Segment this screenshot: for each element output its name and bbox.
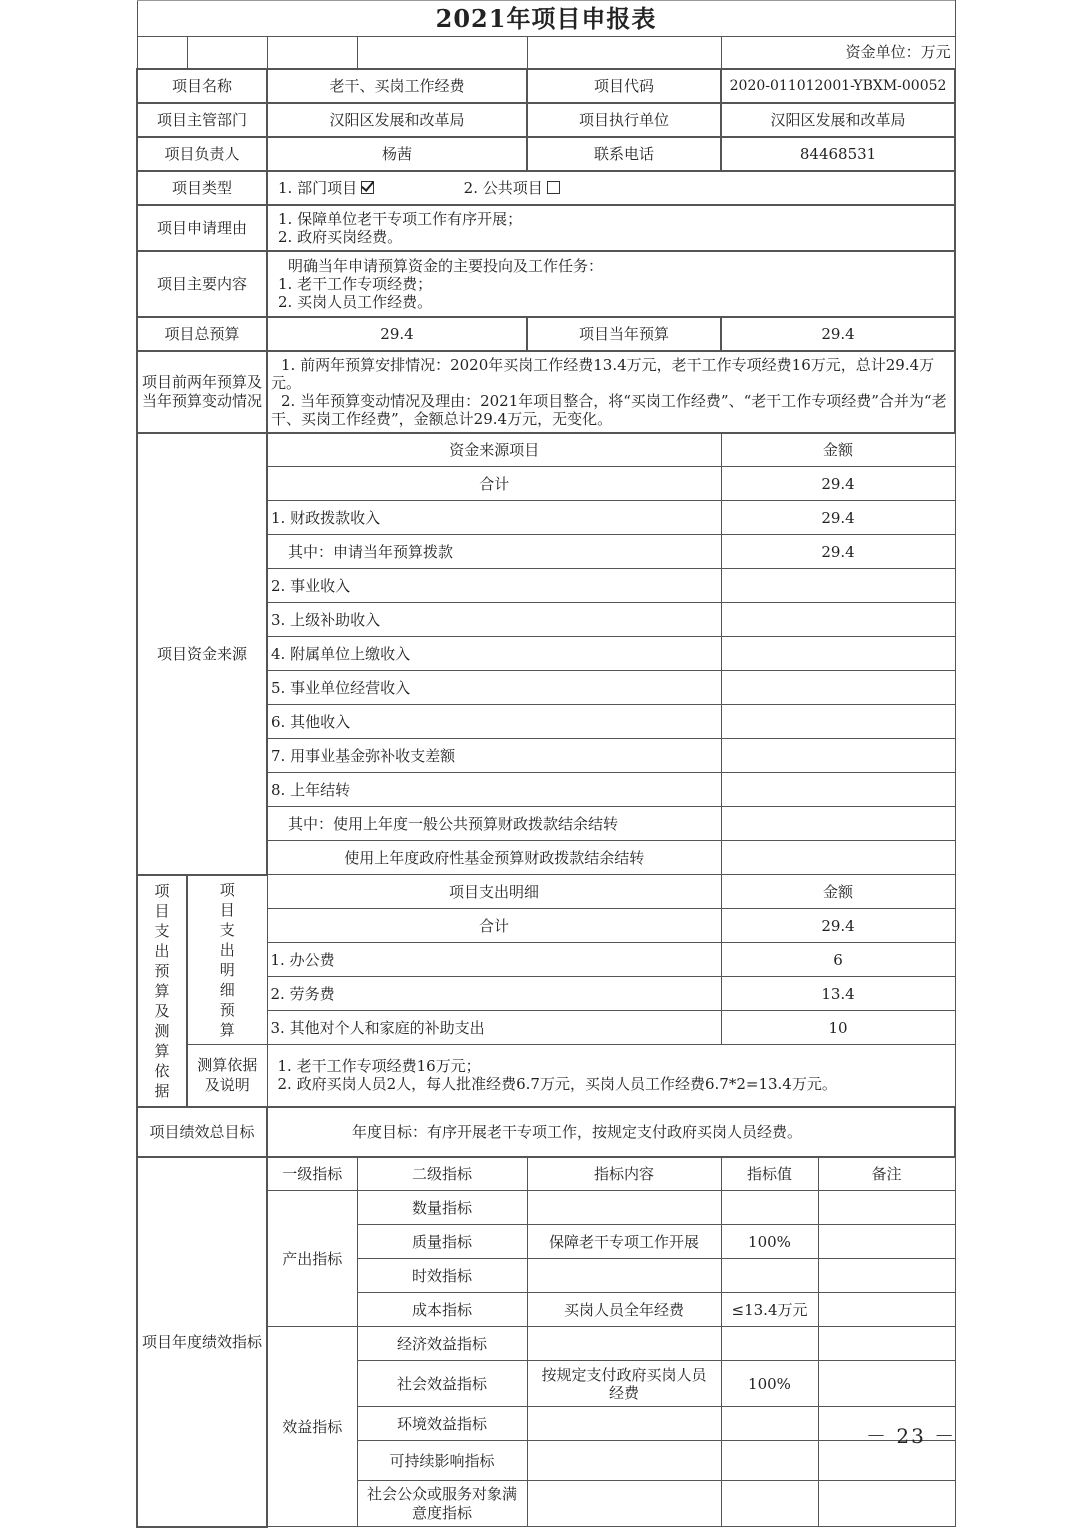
indicator-content — [527, 1191, 721, 1225]
basis-label: 测算依据及说明 — [187, 1045, 267, 1107]
dept-value: 汉阳区发展和改革局 — [267, 103, 527, 137]
benefit-indicator-label: 效益指标 — [267, 1327, 357, 1527]
total-budget-label: 项目总预算 — [137, 317, 267, 351]
indicator-name: 社会公众或服务对象满意度指标 — [357, 1481, 527, 1527]
expense-item-value: 10 — [721, 1011, 955, 1045]
indicator-value — [721, 1407, 818, 1441]
currency-unit: 资金单位：万元 — [721, 37, 955, 69]
funding-item-value — [721, 739, 955, 773]
unchecked-box-icon — [547, 181, 560, 194]
project-application-form — [136, 0, 957, 1522]
funding-item-label: 2. 事业收入 — [267, 569, 721, 603]
reason-label: 项目申请理由 — [137, 205, 267, 251]
perf-header: 指标值 — [721, 1157, 818, 1191]
indicator-content — [527, 1259, 721, 1293]
indicator-value: ≤13.4万元 — [721, 1293, 818, 1327]
funding-item-value — [721, 569, 955, 603]
funding-item-value: 29.4 — [721, 501, 955, 535]
funding-item-label: 3. 上级补助收入 — [267, 603, 721, 637]
indicator-note — [818, 1361, 955, 1407]
expense-item-label: 1. 办公费 — [267, 943, 721, 977]
indicator-name: 数量指标 — [357, 1191, 527, 1225]
indicator-content — [527, 1407, 721, 1441]
indicator-name: 质量指标 — [357, 1225, 527, 1259]
checked-box-icon — [361, 181, 374, 194]
expense-total-label: 合计 — [267, 909, 721, 943]
expense-inner-label — [187, 875, 267, 1045]
funding-item-value — [721, 841, 955, 875]
prev-budget-label: 项目前两年预算及当年预算变动情况 — [137, 351, 267, 433]
content-line: 1. 老干工作专项经费； — [278, 274, 433, 293]
indicator-content: 买岗人员全年经费 — [527, 1293, 721, 1327]
prev-budget-line: 1. 前两年预算安排情况：2020年买岗工作经费13.4万元，老干工作专项经费16万元，总计29.4万元。 — [271, 355, 935, 392]
project-name-value: 老干、买岗工作经费 — [267, 69, 527, 103]
output-indicator-label: 产出指标 — [267, 1191, 357, 1327]
type-label: 项目类型 — [137, 171, 267, 205]
funding-item-label: 5. 事业单位经营收入 — [267, 671, 721, 705]
basis-line: 2. 政府买岗人员2人，每人批准经费6.7万元，买岗人员工作经费6.7*2=13.4万元。 — [277, 1075, 837, 1094]
expense-outer-label — [137, 875, 187, 1107]
indicator-note — [818, 1191, 955, 1225]
perf-indicator-label: 项目年度绩效指标 — [137, 1157, 267, 1527]
type-option-public: 2. 公共项目 — [463, 178, 543, 197]
funding-item-label: 1. 财政拨款收入 — [267, 501, 721, 535]
funding-item-value — [721, 603, 955, 637]
funding-item-label: 4. 附属单位上缴收入 — [267, 637, 721, 671]
funding-total-value: 29.4 — [721, 467, 955, 501]
year-budget-label: 项目当年预算 — [527, 317, 721, 351]
phone-label: 联系电话 — [527, 137, 721, 171]
funding-total-label: 合计 — [267, 467, 721, 501]
indicator-content — [527, 1441, 721, 1481]
expense-outer-text: 项 目 支 出 预 算 及 测 算 依 据 — [154, 881, 170, 1100]
indicator-name: 环境效益指标 — [357, 1407, 527, 1441]
funding-item-value — [721, 671, 955, 705]
funding-source-label: 项目资金来源 — [137, 433, 267, 875]
funding-col-item: 资金来源项目 — [267, 433, 721, 467]
prev-budget-text — [267, 351, 955, 433]
expense-total-value: 29.4 — [721, 909, 955, 943]
indicator-value: 100% — [721, 1361, 818, 1407]
form-table — [136, 0, 956, 1528]
type-option-dept: 1. 部门项目 — [278, 178, 358, 197]
indicator-name: 可持续影响指标 — [357, 1441, 527, 1481]
perf-header: 一级指标 — [267, 1157, 357, 1191]
indicator-value — [721, 1259, 818, 1293]
dept-label: 项目主管部门 — [137, 103, 267, 137]
funding-item-label: 使用上年度政府性基金预算财政拨款结余结转 — [267, 841, 721, 875]
funding-item-label: 6. 其他收入 — [267, 705, 721, 739]
phone-value: 84468531 — [721, 137, 955, 171]
indicator-name: 社会效益指标 — [357, 1361, 527, 1407]
indicator-name: 时效指标 — [357, 1259, 527, 1293]
project-name-label: 项目名称 — [137, 69, 267, 103]
content-value — [267, 251, 955, 317]
indicator-note — [818, 1259, 955, 1293]
project-code-value: 2020-011012001-YBXM-00052 — [721, 69, 955, 103]
project-code-label: 项目代码 — [527, 69, 721, 103]
expense-item-value: 13.4 — [721, 977, 955, 1011]
funding-item-value — [721, 637, 955, 671]
type-options — [267, 171, 955, 205]
indicator-note — [818, 1225, 955, 1259]
funding-item-value — [721, 807, 955, 841]
expense-inner-text: 项 目 支 出 明 细 预 算 — [219, 880, 235, 1039]
reason-line: 1. 保障单位老干专项工作有序开展； — [278, 209, 523, 228]
indicator-value: 100% — [721, 1225, 818, 1259]
funding-item-value — [721, 705, 955, 739]
total-budget-value: 29.4 — [267, 317, 527, 351]
content-line: 2. 买岗人员工作经费。 — [278, 292, 433, 311]
expense-col-item: 项目支出明细 — [267, 875, 721, 909]
perf-header: 备注 — [818, 1157, 955, 1191]
perf-goal-label: 项目绩效总目标 — [137, 1107, 267, 1157]
form-title: 2021年项目申报表 — [137, 1, 955, 37]
exec-unit-label: 项目执行单位 — [527, 103, 721, 137]
expense-item-label: 2. 劳务费 — [267, 977, 721, 1011]
funding-item-label: 其中：申请当年预算拨款 — [267, 535, 721, 569]
perf-goal-value: 年度目标：有序开展老干专项工作，按规定支付政府买岗人员经费。 — [267, 1107, 955, 1157]
content-label: 项目主要内容 — [137, 251, 267, 317]
funding-item-label: 7. 用事业基金弥补收支差额 — [267, 739, 721, 773]
lead-label: 项目负责人 — [137, 137, 267, 171]
expense-item-value: 6 — [721, 943, 955, 977]
funding-item-value: 29.4 — [721, 535, 955, 569]
indicator-content — [527, 1327, 721, 1361]
basis-text — [267, 1045, 955, 1107]
perf-header: 二级指标 — [357, 1157, 527, 1191]
indicator-name: 经济效益指标 — [357, 1327, 527, 1361]
expense-item-label: 3. 其他对个人和家庭的补助支出 — [267, 1011, 721, 1045]
funding-item-label: 其中：使用上年度一般公共预算财政拨款结余结转 — [267, 807, 721, 841]
funding-item-label: 8. 上年结转 — [267, 773, 721, 807]
reason-line: 2. 政府买岗经费。 — [278, 227, 403, 246]
lead-value: 杨茜 — [267, 137, 527, 171]
indicator-content: 按规定支付政府买岗人员经费 — [527, 1361, 721, 1407]
indicator-name: 成本指标 — [357, 1293, 527, 1327]
exec-unit-value: 汉阳区发展和改革局 — [721, 103, 955, 137]
indicator-value — [721, 1191, 818, 1225]
reason-value — [267, 205, 955, 251]
indicator-note — [818, 1293, 955, 1327]
perf-header: 指标内容 — [527, 1157, 721, 1191]
indicator-content: 保障老干专项工作开展 — [527, 1225, 721, 1259]
expense-col-amount: 金额 — [721, 875, 955, 909]
indicator-note — [818, 1327, 955, 1361]
funding-col-amount: 金额 — [721, 433, 955, 467]
funding-item-value — [721, 773, 955, 807]
page-number: － 23 － — [866, 1424, 957, 1448]
basis-line: 1. 老干工作专项经费16万元； — [277, 1057, 481, 1076]
indicator-value — [721, 1441, 818, 1481]
year-budget-value: 29.4 — [721, 317, 955, 351]
content-line: 明确当年申请预算资金的主要投向及工作任务： — [288, 256, 604, 275]
prev-budget-line: 2. 当年预算变动情况及理由：2021年项目整合，将“买岗工作经费”、“老干工作专项经费”合并为“老干、买岗工作经费”，金额总计29.4万元，无变化。 — [271, 391, 947, 428]
indicator-value — [721, 1327, 818, 1361]
